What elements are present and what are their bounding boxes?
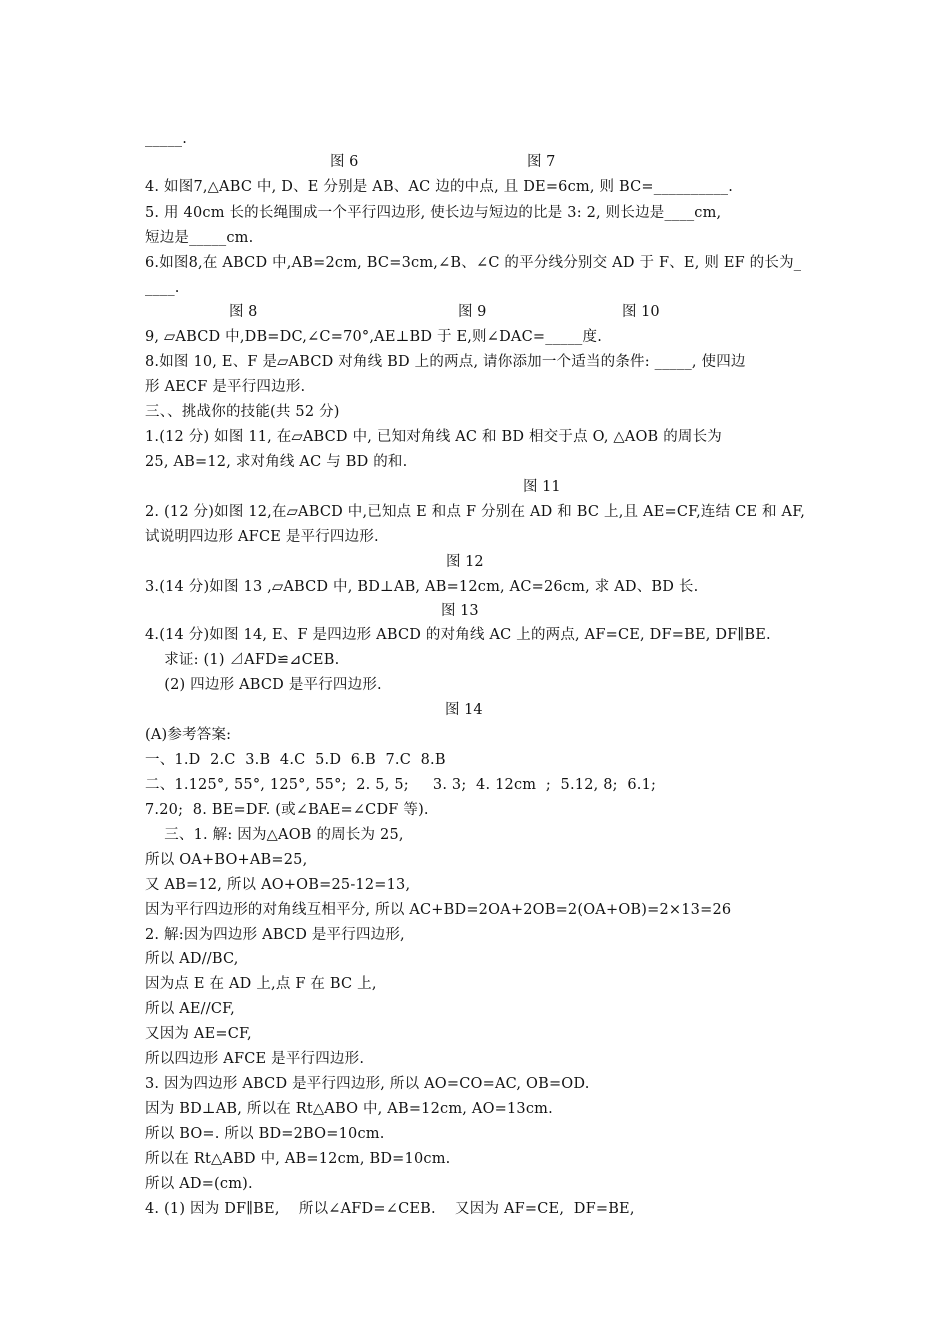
text-line: 因为点 E 在 AD 上,点 F 在 BC 上, xyxy=(145,976,377,992)
text-line: 短边是_____cm. xyxy=(145,230,254,246)
text-line: 所以在 Rt△ABD 中, AB=12cm, BD=10cm. xyxy=(145,1151,451,1167)
figure-label-12: 图 12 xyxy=(446,554,484,570)
text-line: 3. 因为四边形 ABCD 是平行四边形, 所以 AO=CO=AC, OB=OD. xyxy=(145,1076,590,1092)
text-line: 8.如图 10, E、F 是▱ABCD 对角线 BD 上的两点, 请你添加一个适当的条件: _____, 使四边 xyxy=(145,354,746,370)
text-line: 所以 BO=. 所以 BD=2BO=10cm. xyxy=(145,1126,385,1142)
text-line: ____. xyxy=(145,280,180,296)
text-line: 25, AB=12, 求对角线 AC 与 BD 的和. xyxy=(145,454,408,470)
text-line: 所以 AE//CF, xyxy=(145,1001,235,1017)
text-line: 1.(12 分) 如图 11, 在▱ABCD 中, 已知对角线 AC 和 BD 相交于点 O, △AOB 的周长为 xyxy=(145,429,723,445)
text-line: 4. 如图7,△ABC 中, D、E 分别是 AB、AC 边的中点, 且 DE=6cm, 则 BC=__________. xyxy=(145,179,734,195)
text-line: 一、1.D 2.C 3.B 4.C 5.D 6.B 7.C 8.B xyxy=(145,752,446,768)
text-line: 所以 AD//BC, xyxy=(145,951,239,967)
figure-label-6: 图 6 xyxy=(330,154,359,170)
text-line: 6.如图8,在 ABCD 中,AB=2cm, BC=3cm,∠B、∠C 的平分线分别交 AD 于 F、E, 则 EF 的长为_ xyxy=(145,255,802,271)
text-line: 所以 AD=(cm). xyxy=(145,1176,253,1192)
text-line: 4.(14 分)如图 14, E、F 是四边形 ABCD 的对角线 AC 上的两点, AF=CE, DF=BE, DF∥BE. xyxy=(145,627,771,643)
text-line: _____. xyxy=(145,131,188,147)
text-line: 3.(14 分)如图 13 ,▱ABCD 中, BD⊥AB, AB=12cm, AC=26cm, 求 AD、BD 长. xyxy=(145,579,699,595)
figure-label-8: 图 8 xyxy=(229,304,258,320)
text-line: 5. 用 40cm 长的长绳围成一个平行四边形, 使长边与短边的比是 3: 2, 则长边是____cm, xyxy=(145,205,722,221)
text-line: 7.20; 8. BE=DF. (或∠BAE=∠CDF 等). xyxy=(145,802,429,818)
text-line: 2. (12 分)如图 12,在▱ABCD 中,已知点 E 和点 F 分别在 AD 和 BC 上,且 AE=CF,连结 CE 和 AF, xyxy=(145,504,806,520)
text-line: 因为 BD⊥AB, 所以在 Rt△ABO 中, AB=12cm, AO=13cm. xyxy=(145,1101,553,1117)
text-line: 试说明四边形 AFCE 是平行四边形. xyxy=(145,529,379,545)
answers-heading: (A)参考答案: xyxy=(145,727,232,743)
text-line: 所以四边形 AFCE 是平行四边形. xyxy=(145,1051,365,1067)
text-line: 4. (1) 因为 DF∥BE, 所以∠AFD=∠CEB. 又因为 AF=CE, DF=BE, xyxy=(145,1201,635,1217)
text-line: 又 AB=12, 所以 AO+OB=25-12=13, xyxy=(145,877,411,893)
figure-label-14: 图 14 xyxy=(445,702,483,718)
figure-label-13: 图 13 xyxy=(441,603,479,619)
text-line: 三、1. 解: 因为△AOB 的周长为 25, xyxy=(145,827,404,843)
figure-label-10: 图 10 xyxy=(622,304,660,320)
text-line: 2. 解:因为四边形 ABCD 是平行四边形, xyxy=(145,927,405,943)
text-line: 9, ▱ABCD 中,DB=DC,∠C=70°,AE⊥BD 于 E,则∠DAC=_____度. xyxy=(145,329,603,345)
text-line: 所以 OA+BO+AB=25, xyxy=(145,852,308,868)
text-line: 又因为 AE=CF, xyxy=(145,1026,252,1042)
section-heading: 三、、挑战你的技能(共 52 分) xyxy=(145,404,340,420)
text-line: 因为平行四边形的对角线互相平分, 所以 AC+BD=2OA+2OB=2(OA+OB)=2×13=26 xyxy=(145,902,732,918)
text-line: 求证: (1) ⊿AFD≌⊿CEB. xyxy=(145,652,340,668)
figure-label-9: 图 9 xyxy=(458,304,487,320)
figure-label-11: 图 11 xyxy=(523,479,561,495)
text-line: 形 AECF 是平行四边形. xyxy=(145,379,306,395)
figure-label-7: 图 7 xyxy=(527,154,556,170)
text-line: 二、1.125°, 55°, 125°, 55°; 2. 5, 5; 3. 3; 4. 12cm ; 5.12, 8; 6.1; xyxy=(145,777,657,793)
text-line: (2) 四边形 ABCD 是平行四边形. xyxy=(145,677,382,693)
